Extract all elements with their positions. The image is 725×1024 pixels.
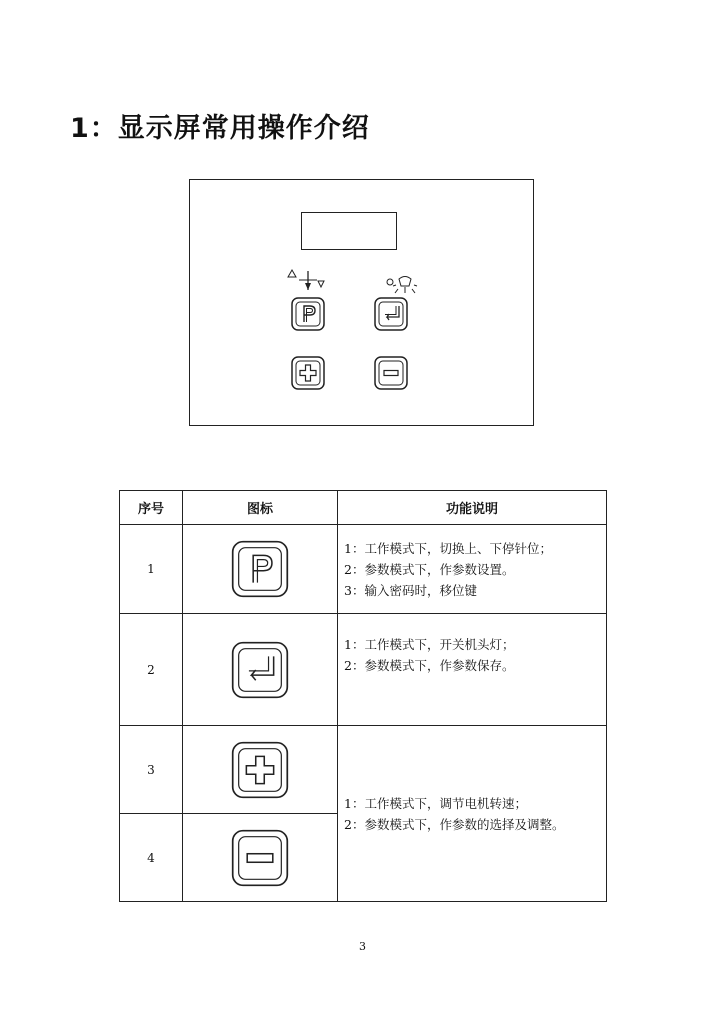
page-number: 3 (359, 940, 366, 953)
row-number: 3 (120, 726, 183, 814)
table-row (120, 726, 607, 814)
function-description (338, 525, 607, 614)
enter-key-button[interactable] (374, 297, 408, 331)
desc-line: 1：工作模式下，切换上、下停针位； (344, 540, 552, 556)
desc-line: 2：参数模式下，作参数保存。 (344, 658, 515, 673)
desc-line: 3：输入密码时，移位键 (344, 582, 477, 598)
row-number: 2 (120, 614, 183, 726)
enter-key-icon (231, 641, 289, 699)
function-table (119, 490, 607, 902)
header-number: 序号 (120, 491, 183, 525)
plus-key-icon (231, 741, 289, 799)
row-number: 1 (120, 525, 183, 614)
desc-line: 1：工作模式下，调节电机转速； (344, 795, 527, 811)
needle-position-icon (287, 268, 329, 292)
desc-line: 2：参数模式下，作参数设置。 (344, 561, 515, 577)
table-row (120, 614, 607, 726)
row-number: 4 (120, 814, 183, 902)
section-title: 1：显示屏常用操作介绍 (70, 113, 370, 144)
header-function: 功能说明 (338, 491, 607, 525)
plus-key-button[interactable] (291, 356, 325, 390)
table-row (120, 525, 607, 614)
minus-key-icon (231, 829, 289, 887)
minus-key-button[interactable] (374, 356, 408, 390)
p-key-icon (231, 540, 289, 598)
header-icon: 图标 (183, 491, 338, 525)
p-key-button[interactable] (291, 297, 325, 331)
function-description (338, 614, 607, 726)
table-header-row (120, 491, 607, 525)
desc-line: 1：工作模式下，开关机头灯； (344, 637, 515, 652)
head-light-icon (384, 274, 418, 296)
control-panel-diagram (189, 179, 534, 426)
desc-line: 2：参数模式下，作参数的选择及调整。 (344, 816, 565, 832)
function-description (338, 726, 607, 902)
lcd-display (301, 212, 397, 250)
